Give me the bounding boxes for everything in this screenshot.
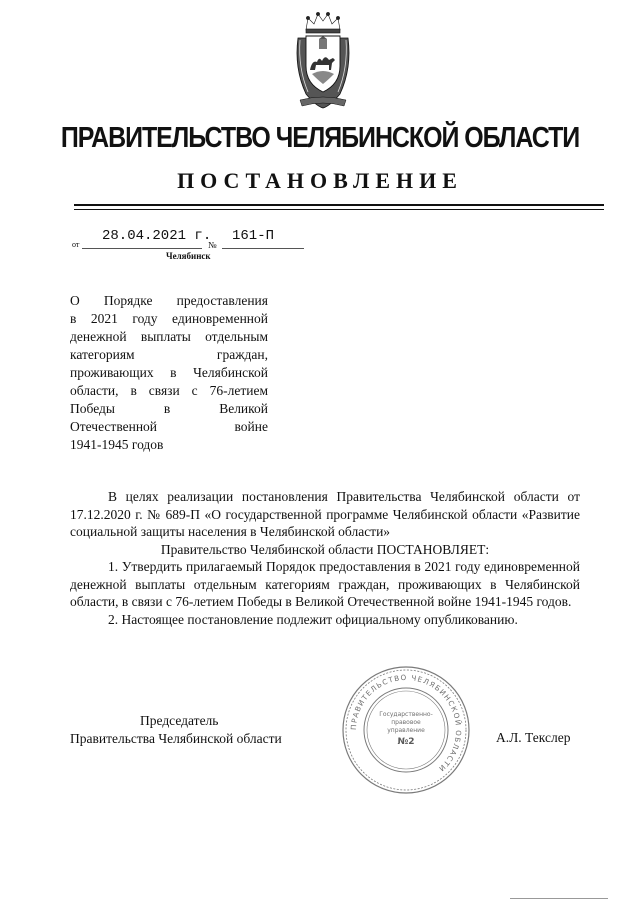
document-body — [70, 488, 580, 628]
coat-of-arms-icon — [292, 8, 354, 112]
document-type-title: ПОСТАНОВЛЕНИЕ — [177, 168, 463, 193]
preamble-paragraph: В целях реализации постановления Правительства Челябинской области от 17.12.2020 г. № 689-П «О государственной программе Челябинской области «Развитие социальной защиты населения в Челябинской области» — [70, 489, 580, 539]
document-subject — [70, 292, 268, 454]
number-underline — [222, 248, 304, 249]
stamp-ring-text: ПРАВИТЕЛЬСТВО ЧЕЛЯБИНСКОЙ ОБЛАСТИ — [348, 672, 464, 774]
signatory-position-line2: Правительства Челябинской области — [70, 730, 282, 746]
signatory-position-line1: Председатель — [140, 713, 219, 728]
official-stamp-icon — [340, 664, 472, 796]
header-rule-thick — [74, 204, 604, 206]
subject-line: Победы в Великой — [70, 401, 268, 416]
stamp-center-line2: правовое — [391, 719, 421, 726]
subject-line: категориям граждан, — [70, 347, 268, 362]
document-date: 28.04.2021 г. — [102, 228, 212, 244]
date-label: от — [72, 240, 80, 249]
footer-rule — [510, 898, 608, 899]
date-underline — [82, 248, 202, 249]
subject-line: в 2021 году единовременной — [70, 311, 268, 326]
subject-line: О Порядке предоставления — [70, 293, 268, 308]
document-number: 161-П — [232, 228, 275, 244]
stamp-number: №2 — [397, 737, 415, 747]
item-2-paragraph: 2. Настоящее постановление подлежит официальному опубликованию. — [108, 611, 518, 627]
item-1-paragraph: 1. Утвердить прилагаемый Порядок предоставления в 2021 году единовременной денежной выплаты отдельным категориям граждан, проживающих в Челябинской области, в связи с 76-летием Победы в Великой Отечественной войне 1941-1945 годов. — [70, 559, 580, 609]
header-rule-thin — [74, 209, 604, 210]
stamp-center-line1: Государственно- — [379, 711, 433, 718]
number-label: № — [208, 240, 217, 250]
stamp-center-line3: управление — [387, 727, 425, 734]
signatory-position — [70, 712, 310, 747]
subject-line: проживающих в Челябинской — [70, 365, 268, 380]
city-name: Челябинск — [166, 251, 211, 261]
signatory-name: А.Л. Текслер — [496, 730, 571, 745]
resolution-clause: Правительство Челябинской области ПОСТАНОВЛЯЕТ: — [160, 541, 490, 557]
subject-line: Отечественной войне — [70, 419, 268, 434]
subject-line: области, в связи с 76-летием — [70, 383, 268, 398]
subject-line: 1941-1945 годов — [70, 437, 164, 452]
subject-line: денежной выплаты отдельным — [70, 329, 268, 344]
government-title: ПРАВИТЕЛЬСТВО ЧЕЛЯБИНСКОЙ ОБЛАСТИ — [60, 122, 580, 154]
